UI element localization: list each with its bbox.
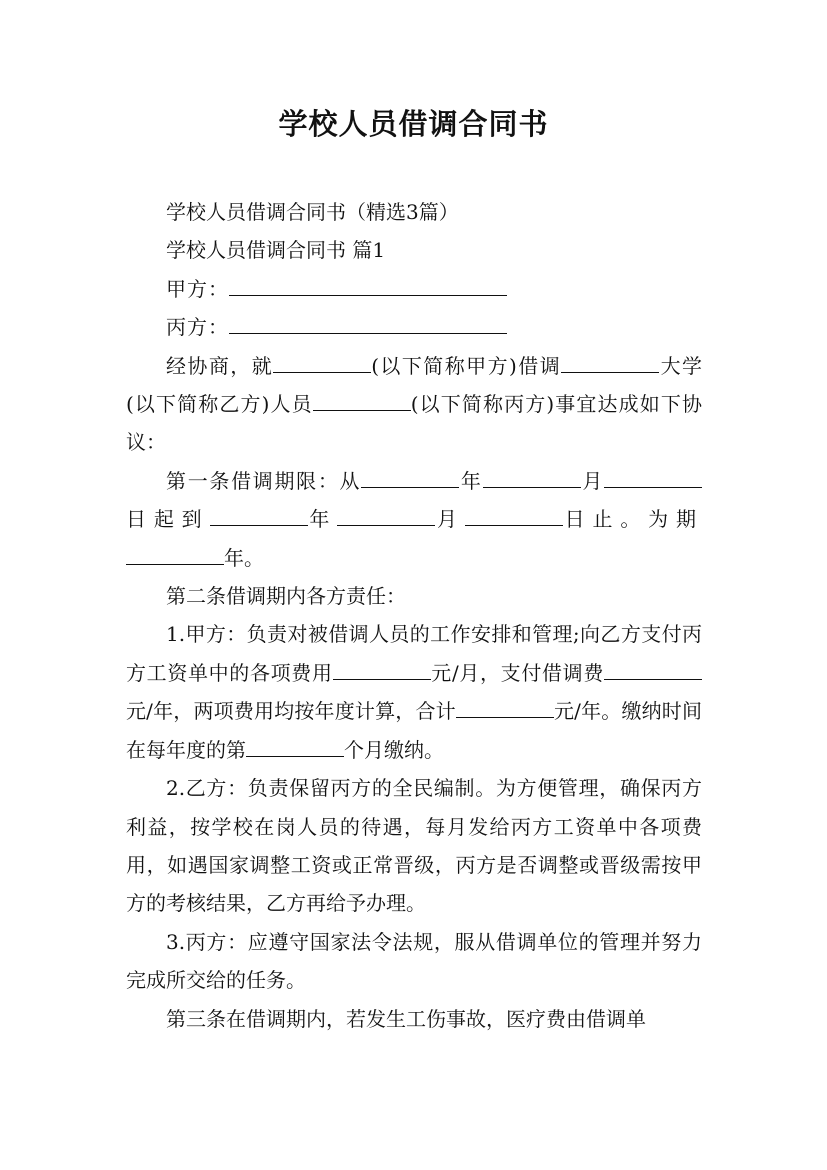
text-run: 日起到 (126, 507, 210, 532)
text-run: 年 (307, 507, 338, 532)
document-title: 学校人员借调合同书 (278, 107, 549, 141)
party-a-line (126, 270, 702, 308)
text-run: 元/年，两项费用均按年度计算，合计 (126, 699, 456, 724)
blank-field (333, 659, 431, 680)
party-c-line (126, 308, 702, 346)
blank-field (456, 697, 554, 718)
article-2-item-3: 3.丙方：应遵守国家法令法规，服从借调单位的管理并努力完成所交给的任务。 (126, 929, 702, 993)
blank-field (561, 352, 659, 373)
article-1 (126, 462, 702, 577)
blank-field (313, 390, 411, 411)
party-c-label: 丙方： (166, 315, 229, 340)
party-c-blank (229, 313, 507, 334)
text-run: 年。 (224, 545, 264, 570)
blank-field (604, 467, 702, 488)
text-run: 经协商，就 (166, 353, 274, 378)
text-run: 第一条借调期限：从 (166, 468, 362, 493)
text-run: 大学(以下简称乙方)人员 (126, 353, 703, 417)
blank-field (210, 505, 308, 526)
document-body (126, 193, 702, 1038)
blank-field (126, 544, 224, 565)
text-run: 个月缴纳。 (344, 737, 444, 762)
text-run: 元/月，支付借调费 (430, 660, 604, 685)
article-2-item-2: 2.乙方：负责保留丙方的全民编制。为方便管理，确保丙方利益，按学校在岗人员的待遇，每月发给丙方工资单中各项费用，如遇国家调整工资或正常晋级，丙方是否调整或晋级需按甲方的考核结果，乙方再给予办理。 (126, 776, 702, 916)
blank-field (483, 467, 581, 488)
article-3: 第三条在借调期内，若发生工伤事故，医疗费由借调单 (166, 1006, 646, 1031)
text-run: (以下简称丙方)事宜达成如下协议： (126, 392, 702, 455)
blank-field (246, 736, 344, 757)
text-run: (以下简称甲方)借调 (371, 353, 562, 378)
article-2-item-1 (126, 615, 702, 769)
blank-field (465, 505, 563, 526)
text-run: 年 (459, 468, 483, 493)
article-2-heading: 第二条借调期内各方责任： (166, 584, 406, 609)
text-run: 日止。为期 (562, 507, 703, 532)
text-run: 月 (435, 507, 465, 532)
blank-field (604, 659, 702, 680)
blank-field (361, 467, 459, 488)
subtitle-line: 学校人员借调合同书（精选3篇） (166, 200, 459, 224)
text-run: 1.甲方：负责对被借调人员的工作安排和管理;向乙方支付丙方工资单中的各项费用 (126, 622, 702, 685)
party-a-label: 甲方： (166, 276, 229, 301)
party-a-blank (229, 275, 507, 296)
blank-field (273, 352, 371, 373)
agreement-paragraph (126, 347, 702, 462)
text-run: 月 (580, 468, 605, 493)
text-run: 元/年。缴纳时间在每年度的第 (126, 699, 702, 762)
section-heading: 学校人员借调合同书 篇1 (166, 238, 386, 263)
blank-field (337, 505, 435, 526)
